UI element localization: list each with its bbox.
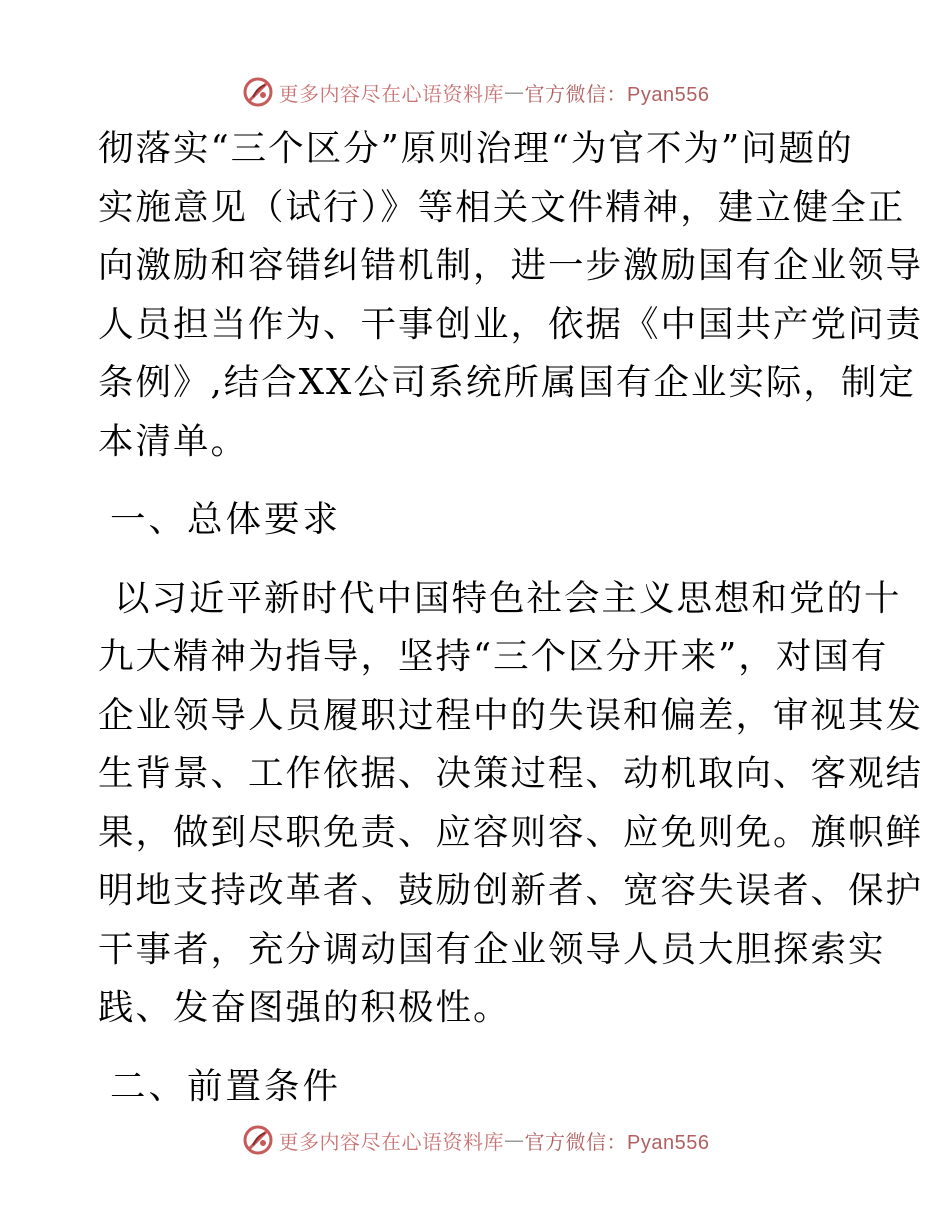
text-line: 人员担当作为、干事创业，依据《中国共产党问责 [98,303,924,345]
watermark-wechat: 官方微信：Pyan556 [524,1131,710,1154]
text-line: 果，做到尽职免责、应容则容、应免则免。旗帜鲜 [98,811,924,853]
brand-logo-icon [241,75,275,109]
header-watermark [0,72,950,112]
text-line: 实施意见（试行）》等相关文件精神，建立健全正 [98,186,906,228]
watermark-text: 更多内容尽在心语资料库 [278,81,505,106]
text-line: 本清单。 [98,420,249,462]
text-line: 向激励和容错纠错机制，进一步激励国有企业领导 [98,245,924,286]
text-line: 以习近平新时代中国特色社会主义思想和党的十 [114,577,902,619]
watermark-separator: — [504,1128,525,1152]
brand-logo-icon [241,1123,275,1157]
text-line: 干事者，充分调动国有企业领导人员大胆探索实 [98,928,886,970]
watermark-wechat: 官方微信：Pyan556 [524,83,710,106]
text-line: 生背景、工作依据、决策过程、动机取向、客观结 [98,753,924,794]
text-line: 九大精神为指导，坚持“三个区分开来”，对国有 [98,636,889,677]
section-heading-general-requirements: 一、总体要求 [110,499,342,540]
section-heading-preconditions: 二、前置条件 [110,1065,342,1107]
footer-watermark [0,1120,950,1160]
paragraph-general-requirements [98,570,924,1038]
text-line: 彻落实“三个区分”原则治理“为官不为”问题的 [98,128,854,169]
text-line: 践、发奋图强的积极性。 [98,987,511,1028]
document-body [98,120,924,1116]
text-line: 条例》,结合XX公司系统所属国有企业实际，制定 [98,362,916,403]
watermark-text: 更多内容尽在心语资料库 [278,1129,505,1154]
text-line: 企业领导人员履职过程中的失误和偏差，审视其发 [98,694,924,736]
watermark-separator: — [504,80,525,104]
paragraph-intro [98,120,924,471]
text-line: 明地支持改革者、鼓励创新者、宽容失误者、保护 [98,870,924,911]
